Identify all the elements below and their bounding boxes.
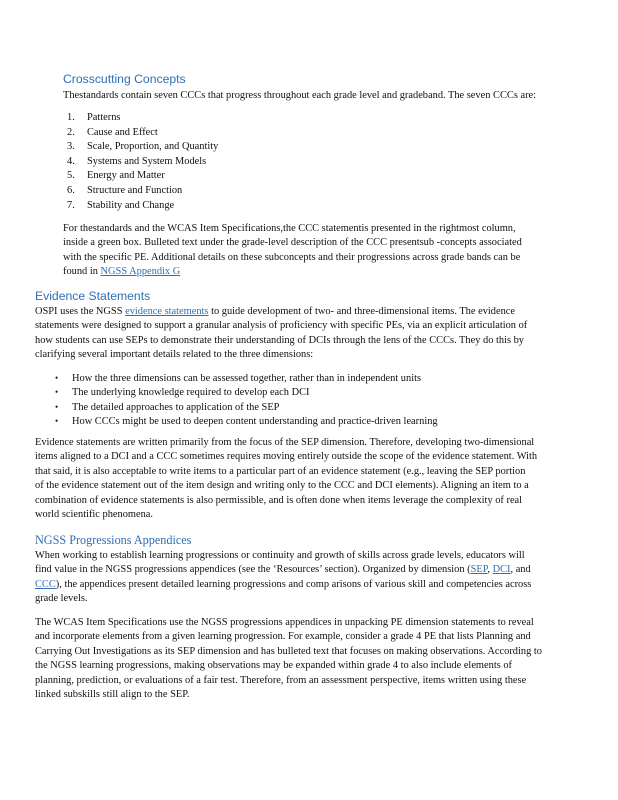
ccc-list-text: Systems and System Models [87, 155, 207, 167]
progressions-p2-line-5: planning, prediction, or evaluations of a fair test. Therefore, from an assessment perspective, items written using these [35, 674, 527, 686]
ccc-list-number: 3. [67, 141, 75, 153]
evidence-p1-line-4: clarifying several important details related to the three dimensions: [35, 349, 314, 361]
evidence-bullet-item [55, 371, 438, 385]
crosscutting-heading: Crosscutting Concepts [63, 72, 186, 86]
progressions-p1-line-1: When working to establish learning progressions or continuity and growth of skills across grade levels, educators will [35, 550, 525, 561]
evidence-bullet-item [55, 385, 438, 399]
evidence-p2-line-1: Evidence statements are written primarily from the focus of the SEP dimension. Therefore, developing two-dimensional [35, 437, 535, 448]
progressions-p2-line-4: the NGSS learning progressions, making observations may be expanded within grade 4 to also include elements of [35, 660, 513, 672]
progressions-p1-line-2 [35, 563, 585, 577]
details-found-in-text: found in [63, 266, 98, 278]
ccc-list-item [67, 169, 218, 184]
crosscutting-intro [63, 89, 585, 103]
bullet-dot-icon: • [55, 373, 59, 383]
ccc-list-text: Stability and Change [87, 199, 175, 211]
bullet-dot-icon: • [55, 401, 59, 412]
crosscutting-details-line-3: with the specific PE. Additional details on these subconcepts and their progressions across grade bands can be [63, 251, 521, 263]
evidence-bullet-item [55, 414, 438, 428]
ccc-list-item [67, 126, 218, 141]
evidence-p1-text-b: to guide development of two- and three-dimensional items. The evidence [208, 306, 515, 317]
progressions-p1-text-c: ), the appendices present detailed learning progressions and comp arisons of various skill and competencies across [55, 578, 532, 590]
sep-link[interactable]: SEP [470, 564, 488, 576]
evidence-bullet-item [55, 400, 438, 414]
ccc-list-item [67, 111, 218, 126]
evidence-statements-link[interactable]: evidence statements [125, 306, 209, 317]
ccc-list-item [67, 155, 218, 170]
ccc-list-number: 2. [67, 126, 75, 138]
progressions-p2-line-3: Carrying Out Investigations as its SEP dimension and has bulleted text that focuses on making observations. According to [35, 645, 542, 657]
evidence-paragraph-2 [35, 436, 585, 522]
crosscutting-details-line-4 [63, 265, 585, 279]
ccc-list-number: 4. [67, 155, 75, 167]
evidence-paragraph-1 [35, 305, 585, 363]
progressions-heading: NGSS Progressions Appendices [35, 533, 192, 547]
dci-link[interactable]: DCI [492, 564, 511, 576]
progressions-p1-text-b: , and [510, 564, 531, 576]
evidence-p1-line-1 [35, 305, 585, 319]
progressions-p2-line-1: The WCAS Item Specifications use the NGSS progressions appendices in unpacking PE dimension statements to reveal [35, 617, 534, 628]
bullet-dot-icon: • [55, 415, 59, 426]
ngss-appendix-g-link[interactable]: NGSS Appendix G [100, 266, 181, 278]
evidence-bullet-text: The underlying knowledge required to develop each DCI [72, 387, 310, 399]
progressions-paragraph-2 [35, 616, 585, 702]
ccc-numbered-list [67, 111, 218, 213]
progressions-p1-line-4: grade levels. [35, 593, 88, 605]
crosscutting-details-line-1: For thestandards and the WCAS Item Specifications,the CCC statementis presented in the rightmost column, [63, 223, 516, 234]
crosscutting-details [63, 222, 585, 280]
evidence-p1-text-a: OSPI uses the NGSS [35, 306, 126, 317]
evidence-bullet-text: How the three dimensions can be assessed together, rather than in independent units [72, 373, 422, 384]
ccc-list-number: 7. [67, 199, 75, 211]
evidence-p2-line-4: of the evidence statement out of the item design and writing only to the CCC and DCI elements). Aligning an item to a [35, 480, 529, 492]
ccc-list-number: 1. [67, 112, 75, 123]
crosscutting-intro-line: Thestandards contain seven CCCs that progress throughout each grade level and gradeband. The seven CCCs are: [63, 90, 537, 101]
progressions-p1-line-3 [35, 578, 585, 592]
ccc-list-text: Energy and Matter [87, 170, 165, 182]
ccc-list-number: 5. [67, 170, 75, 182]
crosscutting-details-line-2: inside a green box. Bulleted text under the grade-level description of the CCC presentsub -concepts associated [63, 237, 522, 249]
evidence-p2-line-6: world scientific phenomena. [35, 509, 154, 521]
evidence-p2-line-5: combination of evidence statements is also permissible, and is often done when items leverage the complexity of real [35, 494, 523, 506]
ccc-list-text: Patterns [87, 112, 121, 123]
evidence-bullet-text: The detailed approaches to application of the SEP [72, 401, 280, 413]
evidence-p2-line-2: items aligned to a DCI and a CCC sometimes requires moving entirely outside the scope of the evidence statement. With [35, 451, 538, 463]
ccc-list-item [67, 184, 218, 199]
evidence-p1-line-2: statements were designed to support a granular analysis of proficiency with specific PEs, via an explicit articulation of [35, 320, 528, 332]
ccc-list-text: Cause and Effect [87, 126, 158, 138]
evidence-p2-line-3: that said, it is also acceptable to write items to a particular part of an evidence statement (e.g., leaving the SEP portion [35, 465, 526, 477]
evidence-heading: Evidence Statements [35, 289, 151, 303]
progressions-paragraph-1 [35, 549, 585, 607]
ccc-list-text: Scale, Proportion, and Quantity [87, 141, 219, 153]
progressions-p1-text-a: find value in the NGSS progressions appendices (see the ‘Resources’ section). Organized by dimension ( [35, 564, 471, 576]
ccc-link[interactable]: CCC [35, 578, 56, 590]
ccc-list-item [67, 199, 218, 214]
ccc-list-text: Structure and Function [87, 184, 183, 196]
evidence-bullet-text: How CCCs might be used to deepen content understanding and practice-driven learning [72, 415, 438, 427]
ccc-list-number: 6. [67, 184, 75, 196]
progressions-p2-line-6: linked subskills still align to the SEP. [35, 689, 190, 701]
bullet-dot-icon: • [55, 387, 59, 398]
evidence-bullet-list [55, 371, 438, 428]
ccc-list-item [67, 140, 218, 155]
progressions-p2-line-2: and incorporate elements from a given learning progression. For example, consider a grade 4 PE that lists Planning and [35, 631, 531, 643]
evidence-p1-line-3: how students can use SEPs to demonstrate their understanding of DCIs through the lens of the CCCs. They do this by [35, 334, 524, 346]
sep-comma: , [487, 564, 493, 576]
